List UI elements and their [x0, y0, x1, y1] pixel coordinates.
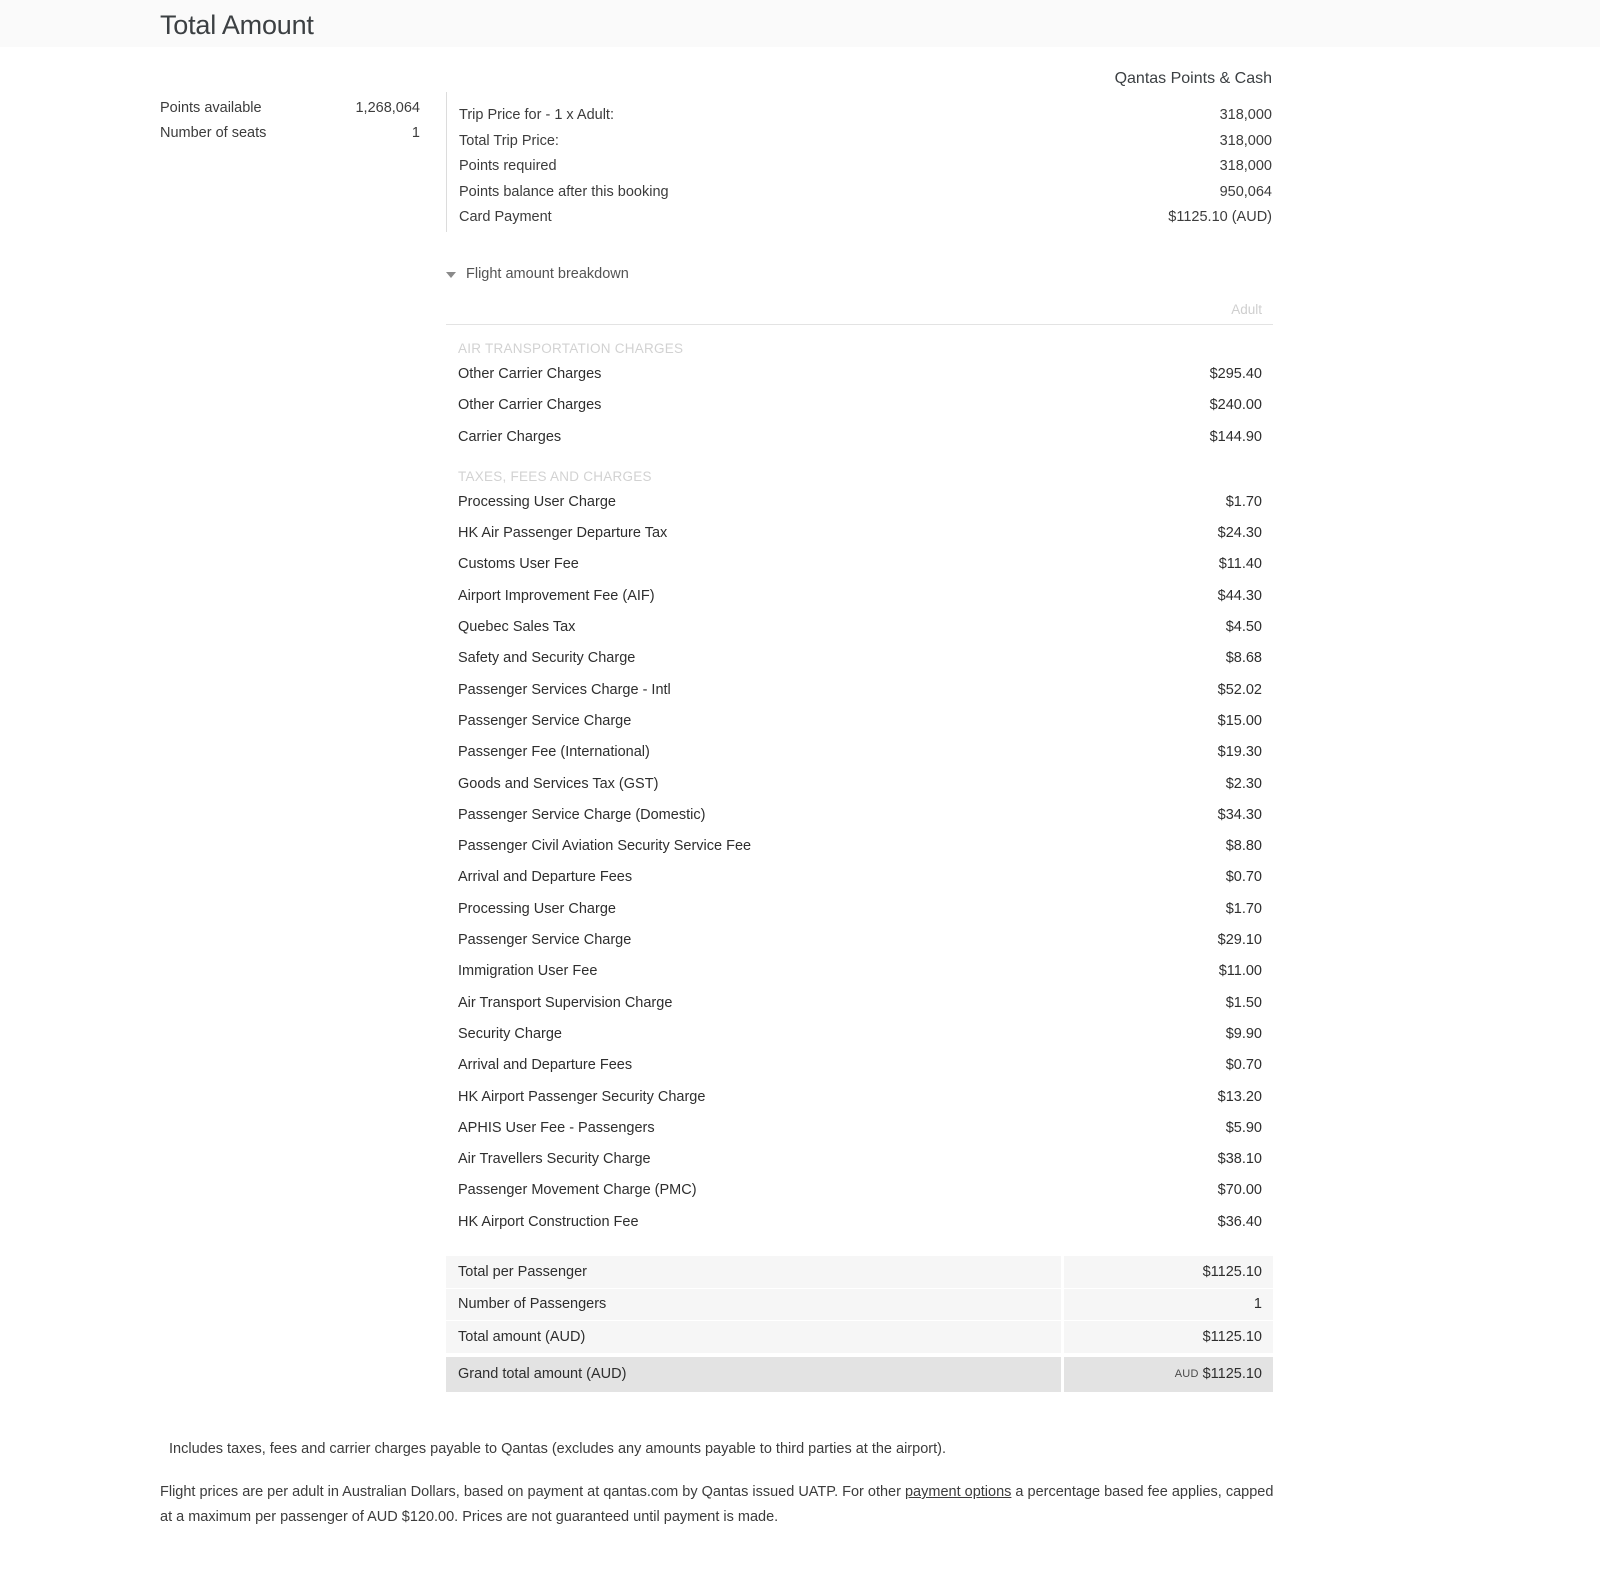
footnote-taxes-included: Includes taxes, fees and carrier charges payable to Qantas (excludes any amounts payable to third parties at the airport).	[169, 1441, 946, 1457]
price-row-total-trip-price	[459, 129, 1272, 155]
breakdown-charge-amount: $4.50	[1225, 619, 1262, 636]
breakdown-charge-label: HK Air Passenger Departure Tax	[458, 525, 668, 542]
price-label: Card Payment	[459, 209, 552, 225]
price-summary-heading: Qantas Points & Cash	[1114, 70, 1272, 87]
breakdown-row	[446, 831, 1273, 862]
breakdown-row	[446, 1113, 1273, 1144]
price-label: Trip Price for - 1 x Adult:	[459, 107, 614, 123]
breakdown-row	[446, 956, 1273, 987]
breakdown-column-header	[446, 300, 1273, 325]
breakdown-charge-label: Passenger Service Charge (Domestic)	[458, 806, 706, 823]
price-value: 318,000	[1219, 158, 1272, 174]
breakdown-charge-label: Air Transport Supervision Charge	[458, 994, 673, 1011]
breakdown-charge-amount: $144.90	[1209, 428, 1262, 445]
summary-value: 1	[411, 125, 420, 141]
breakdown-row	[446, 706, 1273, 737]
price-label: Points balance after this booking	[459, 183, 669, 200]
breakdown-charge-amount: $44.30	[1217, 587, 1262, 604]
breakdown-charge-label: HK Airport Passenger Security Charge	[458, 1088, 706, 1105]
breakdown-charge-label: Processing User Charge	[458, 493, 616, 510]
triangle-down-icon	[446, 272, 456, 278]
breakdown-row	[446, 549, 1273, 580]
totals-value	[1064, 1321, 1273, 1353]
breakdown-charge-label: Arrival and Departure Fees	[458, 869, 633, 886]
breakdown-charge-amount: $15.00	[1217, 712, 1262, 729]
price-row-points-required	[459, 154, 1272, 180]
breakdown-row	[446, 390, 1273, 421]
breakdown-charge-label: Other Carrier Charges	[458, 366, 602, 382]
totals-table	[446, 1256, 1273, 1393]
vertical-divider	[446, 92, 447, 232]
breakdown-charge-label: Arrival and Departure Fees	[458, 1057, 633, 1074]
price-label: Total Trip Price:	[459, 132, 559, 149]
summary-value: 1,268,064	[355, 100, 420, 116]
breakdown-row	[446, 643, 1273, 674]
summary-row-points-available	[160, 96, 420, 121]
breakdown-charge-amount: $70.00	[1217, 1182, 1262, 1199]
totals-value	[1064, 1256, 1273, 1288]
breakdown-row	[446, 1050, 1273, 1081]
breakdown-row	[446, 1019, 1273, 1050]
breakdown-charge-label: Goods and Services Tax (GST)	[458, 775, 659, 792]
grand-total-value-text: $1125.10	[1202, 1366, 1262, 1382]
payment-options-link[interactable]: payment options	[904, 1484, 1012, 1500]
breakdown-charge-amount: $29.10	[1217, 932, 1262, 949]
breakdown-charge-amount: $13.20	[1217, 1088, 1262, 1105]
breakdown-charge-amount: $38.10	[1217, 1151, 1262, 1168]
summary-label: Number of seats	[160, 125, 267, 141]
breakdown-charge-label: Security Charge	[458, 1025, 562, 1042]
breakdown-charge-label: Passenger Movement Charge (PMC)	[458, 1182, 697, 1199]
breakdown-charge-amount: $295.40	[1209, 366, 1262, 382]
breakdown-charge-amount: $240.00	[1209, 397, 1262, 414]
breakdown-charge-label: Air Travellers Security Charge	[458, 1151, 651, 1168]
points-summary	[160, 96, 420, 146]
breakdown-charge-label: Immigration User Fee	[458, 963, 598, 980]
price-summary	[459, 68, 1272, 231]
breakdown-section-header: TAXES, FEES AND CHARGES	[458, 468, 652, 484]
breakdown-charge-label: Airport Improvement Fee (AIF)	[458, 587, 655, 604]
breakdown-charge-amount: $24.30	[1217, 525, 1262, 542]
page-title: Total Amount	[160, 10, 314, 40]
breakdown-charge-label: Passenger Civil Aviation Security Service Fee	[458, 838, 752, 855]
breakdown-charge-amount: $11.40	[1218, 556, 1262, 573]
breakdown-charge-amount: $5.90	[1225, 1119, 1262, 1136]
summary-row-number-of-seats	[160, 121, 420, 146]
breakdown-row	[446, 518, 1273, 549]
totals-label: Number of Passengers	[446, 1289, 1061, 1321]
price-row-trip-price-adult	[459, 103, 1272, 129]
breakdown-row	[446, 612, 1273, 643]
summary-label: Points available	[160, 100, 262, 116]
flight-amount-breakdown-table	[446, 300, 1273, 1238]
price-value: 950,064	[1219, 183, 1272, 200]
breakdown-row	[446, 359, 1273, 390]
breakdown-charge-label: Passenger Service Charge	[458, 932, 632, 949]
breakdown-charge-amount: $1.70	[1225, 493, 1262, 510]
breakdown-charge-amount: $11.00	[1218, 963, 1262, 980]
totals-label: Total amount (AUD)	[446, 1321, 1061, 1353]
breakdown-column-header-adult: Adult	[1231, 302, 1262, 317]
breakdown-row	[446, 800, 1273, 831]
breakdown-row	[446, 1207, 1273, 1238]
breakdown-row	[446, 487, 1273, 518]
breakdown-charge-label: Other Carrier Charges	[458, 397, 602, 414]
breakdown-charge-label: Passenger Service Charge	[458, 712, 632, 729]
flight-amount-breakdown-toggle[interactable]	[446, 264, 629, 284]
breakdown-charge-amount: $0.70	[1225, 869, 1262, 886]
grand-total-value	[1064, 1357, 1273, 1392]
breakdown-row	[446, 894, 1273, 925]
price-row-card-payment	[459, 205, 1272, 231]
breakdown-charge-amount: $8.80	[1225, 838, 1262, 855]
breakdown-charge-label: Customs User Fee	[458, 556, 579, 573]
totals-row-grand-total-amount-aud	[446, 1357, 1273, 1392]
breakdown-section-header: AIR TRANSPORTATION CHARGES	[458, 341, 684, 356]
breakdown-row	[446, 862, 1273, 893]
totals-row-total-amount-aud	[446, 1321, 1273, 1353]
breakdown-row	[446, 988, 1273, 1019]
breakdown-charge-label: APHIS User Fee - Passengers	[458, 1119, 655, 1136]
totals-value	[1064, 1289, 1273, 1321]
breakdown-row	[446, 675, 1273, 706]
breakdown-body	[446, 325, 1273, 1238]
totals-row-total-per-passenger	[446, 1256, 1273, 1288]
breakdown-charge-amount: $1.50	[1225, 994, 1262, 1011]
footnotes	[160, 1438, 1275, 1530]
breakdown-row	[446, 581, 1273, 612]
totals-row-number-of-passengers	[446, 1289, 1273, 1321]
breakdown-charge-label: Carrier Charges	[458, 428, 562, 445]
breakdown-charge-label: Quebec Sales Tax	[458, 619, 576, 636]
breakdown-charge-label: Passenger Services Charge - Intl	[458, 681, 671, 698]
price-row-points-balance-after	[459, 180, 1272, 206]
breakdown-row	[446, 1175, 1273, 1206]
breakdown-charge-amount: $19.30	[1217, 744, 1262, 761]
breakdown-row	[446, 925, 1273, 956]
breakdown-charge-amount: $36.40	[1217, 1213, 1262, 1230]
grand-total-label: Grand total amount (AUD)	[446, 1357, 1061, 1392]
price-value: $1125.10 (AUD)	[1168, 209, 1272, 225]
totals-value-text: 1	[1253, 1296, 1262, 1313]
breakdown-row	[446, 422, 1273, 453]
breakdown-charge-label: Passenger Fee (International)	[458, 744, 650, 761]
breakdown-charge-amount: $1.70	[1225, 900, 1262, 917]
breakdown-charge-amount: $2.30	[1225, 775, 1262, 792]
breakdown-charge-amount: $0.70	[1225, 1057, 1262, 1074]
totals-value-text: $1125.10	[1202, 1263, 1262, 1280]
breakdown-charge-label: Safety and Security Charge	[458, 650, 636, 667]
footnote-text-part-2: a percentage based fee applies, capped at a maximum per passenger of AUD $120.00. Prices are not guaranteed until payment is made.	[160, 1484, 1274, 1525]
breakdown-row	[446, 1082, 1273, 1113]
breakdown-charge-amount: $9.90	[1225, 1025, 1262, 1042]
breakdown-row	[446, 1144, 1273, 1175]
breakdown-charge-amount: $52.02	[1217, 681, 1262, 698]
currency-code: AUD	[1174, 1368, 1199, 1380]
footnote-text-part-1: Flight prices are per adult in Australian Dollars, based on payment at qantas.com by Qantas issued UATP. For other	[160, 1484, 905, 1500]
price-value: 318,000	[1219, 107, 1272, 123]
totals-value-text: $1125.10	[1202, 1328, 1262, 1345]
breakdown-charge-amount: $8.68	[1225, 650, 1262, 667]
price-label: Points required	[459, 158, 557, 174]
flight-amount-breakdown-label: Flight amount breakdown	[466, 266, 629, 282]
price-value: 318,000	[1219, 132, 1272, 149]
breakdown-charge-label: Processing User Charge	[458, 900, 616, 917]
breakdown-charge-amount: $34.30	[1217, 806, 1262, 823]
totals-label: Total per Passenger	[446, 1256, 1061, 1288]
breakdown-row	[446, 769, 1273, 800]
breakdown-charge-label: HK Airport Construction Fee	[458, 1213, 639, 1230]
breakdown-row	[446, 737, 1273, 768]
footnote-flight-prices	[160, 1480, 1275, 1530]
